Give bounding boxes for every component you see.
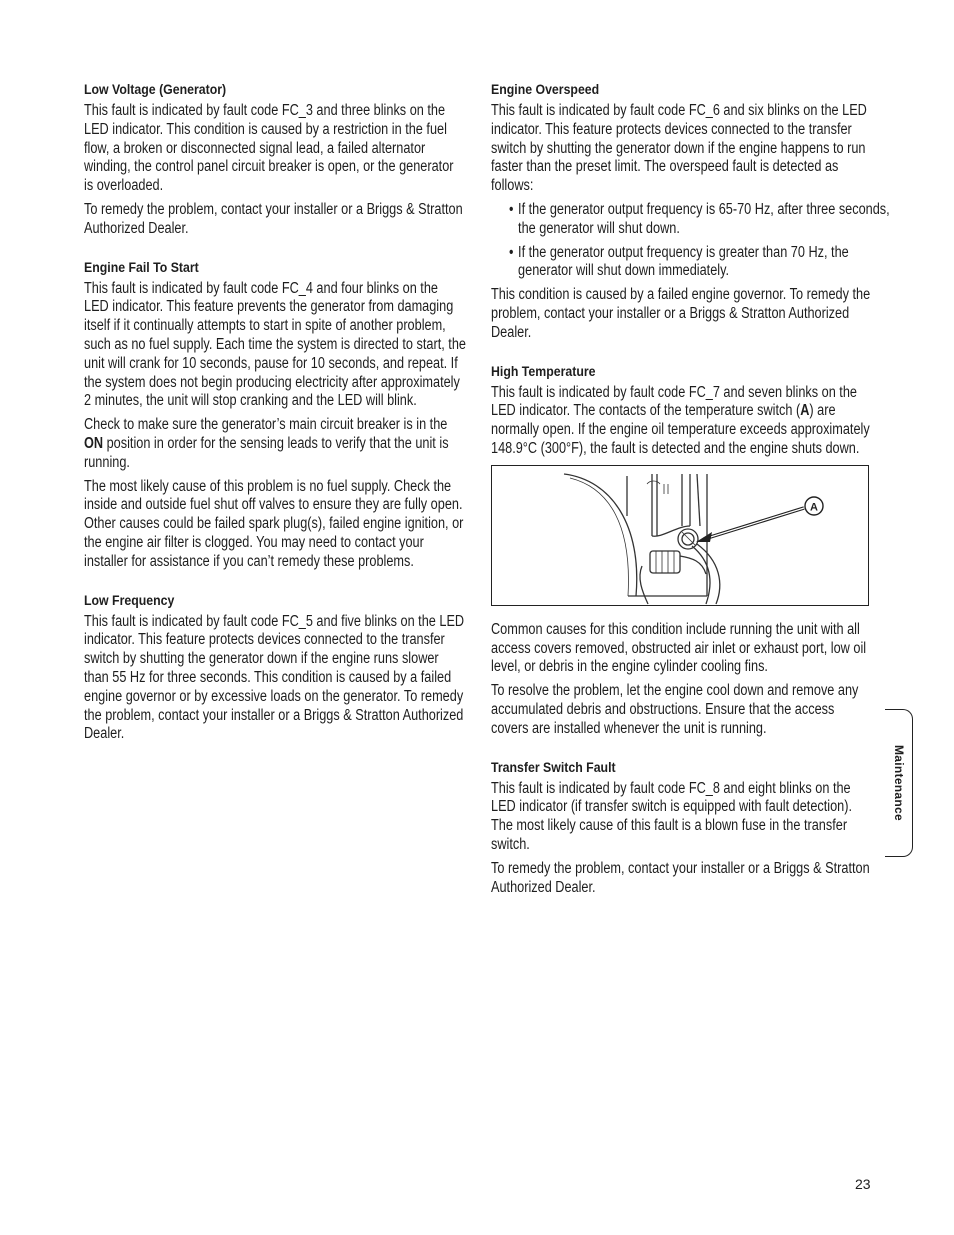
engine-illustration [492, 466, 868, 605]
callout-a-label: A [810, 501, 818, 514]
overspeed-bullet-list [491, 200, 890, 281]
engine-overspeed-paragraph-1: This fault is indicated by fault code FC_6 and six blinks on the LED indicator. This feature protects devices connected to the transfer switch by shutting the generator down if the engine happens to run faster than the preset limit. The overspeed fault is detected as follows: [491, 102, 867, 195]
engine-fail-paragraph-2: Check to make sure the generator’s main circuit breaker is in the ON position in order for the sensing leads to verify that the unit is running. [84, 416, 449, 471]
left-column [84, 80, 466, 749]
maintenance-tab-label: Maintenance [891, 745, 906, 821]
temperature-switch-figure [491, 465, 869, 606]
high-temperature-paragraph-3: To resolve the problem, let the engine cool down and remove any accumulated debris and obstructions. Ensure that the access covers are installed whenever the unit is running. [491, 682, 859, 737]
low-voltage-paragraph-1: This fault is indicated by fault code FC_3 and three blinks on the LED indicator. This condition is caused by a restriction in the fuel flow, a broken or disconnected signal lead, a failed alternator winding, the control panel circuit breaker is open, or the generator is overloaded. [84, 102, 454, 195]
engine-overspeed-paragraph-2: This condition is caused by a failed engine governor. To remedy the problem, contact your installer or a Briggs & Stratton Authorized Dealer. [491, 286, 871, 341]
transfer-switch-paragraph-2: To remedy the problem, contact your installer or a Briggs & Stratton Authorized Dealer. [491, 859, 870, 896]
right-column [491, 80, 890, 902]
list-item: • If the generator output frequency is 65-70 Hz, after three seconds, the generator will shut down. [509, 200, 890, 237]
heading-engine-fail: Engine Fail To Start [84, 258, 199, 275]
heading-high-temperature: High Temperature [491, 362, 596, 379]
heading-transfer-switch: Transfer Switch Fault [491, 758, 616, 775]
transfer-switch-paragraph-1: This fault is indicated by fault code FC_8 and eight blinks on the LED indicator (if transfer switch is equipped with fault detection). The most likely cause of this fault is a blown fuse in the transfer switch. [491, 779, 853, 853]
engine-fail-paragraph-3: The most likely cause of this problem is no fuel supply. Check the inside and outside fuel shut off valves to ensure they are fully open. Other causes could be failed spark plug(s), failed engine ignition, or the engine air filter is clogged. You may need to contact your installer for assistance if you can’t remedy these problems. [84, 477, 464, 570]
on-keyword: ON [84, 434, 104, 452]
list-item: • If the generator output frequency is greater than 70 Hz, the generator will shut down immediately. [509, 243, 849, 280]
high-temperature-paragraph-1: This fault is indicated by fault code FC_7 and seven blinks on the LED indicator. The contacts of the temperature switch (A) are normally open. If the engine oil temperature exceeds approximately 148.9°C (300°F), the fault is detected and the engine shuts down. [491, 383, 870, 457]
low-voltage-paragraph-2: To remedy the problem, contact your installer or a Briggs & Stratton Authorized Dealer. [84, 200, 463, 237]
heading-engine-overspeed: Engine Overspeed [491, 81, 600, 97]
page-number: 23 [855, 1176, 871, 1192]
low-frequency-paragraph-1: This fault is indicated by fault code FC_5 and five blinks on the LED indicator. This feature protects devices connected to the transfer switch by shutting the generator down if the engine runs slower than 55 Hz for three seconds. This condition is caused by a failed engine governor or by excessive loads on the generator. To remedy the problem, contact your installer or a Briggs & Stratton Authorized Dealer. [84, 612, 465, 743]
engine-fail-paragraph-1: This fault is indicated by fault code FC_4 and four blinks on the LED indicator. This feature prevents the generator from damaging itself if it continually attempts to start in spite of another problem, such as no fuel supply. Each time the system is directed to start, the unit will crank for 10 seconds, pause for 10 seconds, and repeat. If the system does not begin producing electricity after approximately 2 minutes, the unit will stop cranking and the LED will blink. [84, 279, 466, 410]
heading-low-voltage: Low Voltage (Generator) [84, 81, 227, 97]
heading-low-frequency: Low Frequency [84, 591, 175, 608]
maintenance-tab [885, 709, 913, 857]
high-temperature-paragraph-2: Common causes for this condition include running the unit with all access covers removed, obstructed air inlet or exhaust port, low oil level, or debris in the engine cylinder cooling fins. [491, 620, 867, 676]
